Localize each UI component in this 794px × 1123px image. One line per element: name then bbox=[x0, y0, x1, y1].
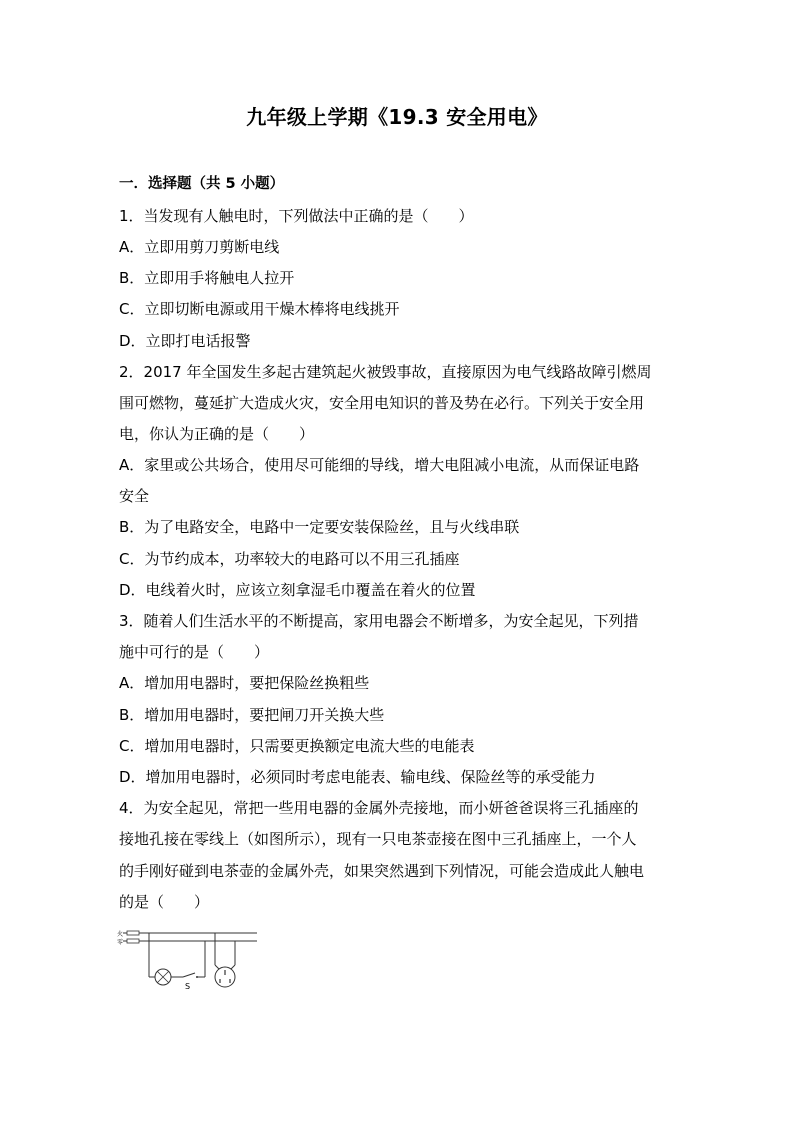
page-title: 九年级上学期《19.3 安全用电》 bbox=[246, 105, 548, 129]
switch-blade bbox=[183, 973, 195, 977]
q3-option-c: C．增加用电器时，只需要更换额定电流大些的电能表 bbox=[119, 737, 475, 755]
q2-stem-line-1: 2．2017 年全国发生多起古建筑起火被毁事故，直接原因为电气线路故障引燃周 bbox=[119, 363, 652, 381]
q3-option-d: D．增加用电器时，必须同时考虑电能表、输电线、保险丝等的承受能力 bbox=[119, 768, 596, 786]
switch-label: S bbox=[185, 982, 191, 991]
q3-stem-line-2: 施中可行的是（ ） bbox=[119, 643, 270, 661]
q3-option-a: A．增加用电器时，要把保险丝换粗些 bbox=[119, 674, 370, 692]
q1-option-b: B．立即用手将触电人拉开 bbox=[119, 269, 295, 287]
q2-option-c: C．为节约成本，功率较大的电路可以不用三孔插座 bbox=[119, 550, 460, 568]
q1-option-a: A．立即用剪刀剪断电线 bbox=[119, 238, 280, 256]
live-fuse bbox=[127, 931, 139, 935]
q1-option-d: D．立即打电话报警 bbox=[119, 332, 251, 350]
live-wire-label: 火 bbox=[117, 931, 124, 938]
neutral-fuse bbox=[127, 939, 139, 943]
q2-option-a: A．家里或公共场合，使用尽可能细的导线，增大电阻减小电流，从而保证电路 bbox=[119, 456, 640, 474]
q4-stem-line-3: 的手刚好碰到电茶壶的金属外壳，如果突然遇到下列情况，可能会造成此人触电 bbox=[119, 862, 645, 880]
q4-stem-line-2: 接地孔接在零线上（如图所示），现有一只电茶壶接在图中三孔插座上，一个人 bbox=[119, 830, 637, 848]
socket-lead-live bbox=[215, 965, 219, 969]
q2-stem-line-3: 电，你认为正确的是（ ） bbox=[119, 425, 315, 443]
q1-stem: 1．当发现有人触电时，下列做法中正确的是（ ） bbox=[119, 207, 474, 225]
q4-stem-line-1: 4．为安全起见，常把一些用电器的金属外壳接地，而小妍爸爸误将三孔插座的 bbox=[119, 799, 639, 817]
q2-option-d: D．电线着火时，应该立刻拿湿毛巾覆盖在着火的位置 bbox=[119, 581, 476, 599]
circuit-diagram bbox=[115, 925, 265, 995]
q1-option-c: C．立即切断电源或用干燥木棒将电线挑开 bbox=[119, 300, 400, 318]
q3-option-b: B．增加用电器时，要把闸刀开关换大些 bbox=[119, 706, 385, 724]
socket-lead-neutral bbox=[231, 965, 235, 969]
neutral-wire-label: 零 bbox=[117, 939, 124, 946]
q2-option-a-cont: 安全 bbox=[119, 487, 150, 505]
section-heading: 一．选择题（共 5 小题） bbox=[119, 176, 285, 192]
q2-stem-line-2: 围可燃物，蔓延扩大造成火灾，安全用电知识的普及势在必行。下列关于安全用 bbox=[119, 394, 645, 412]
q2-option-b: B．为了电路安全，电路中一定要安装保险丝，且与火线串联 bbox=[119, 518, 520, 536]
q3-stem-line-1: 3．随着人们生活水平的不断提高，家用电器会不断增多，为安全起见，下列措 bbox=[119, 612, 639, 630]
q4-stem-line-4: 的是（ ） bbox=[119, 893, 210, 911]
